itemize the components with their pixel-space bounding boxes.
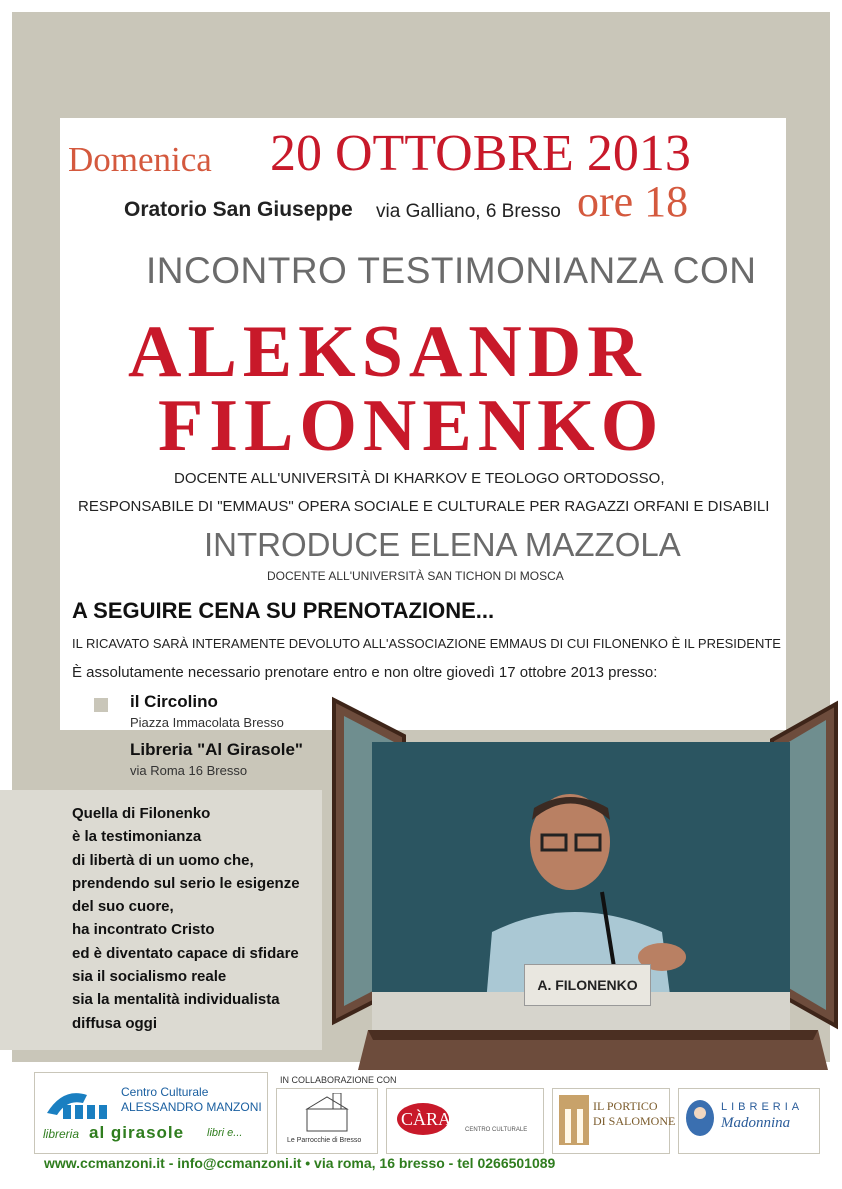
speaker-description-2: RESPONSABILE DI "EMMAUS" OPERA SOCIALE E CULTURALE PER RAGAZZI ORFANI E DISABILI — [78, 498, 770, 515]
quote-line: diffusa oggi — [72, 1014, 157, 1032]
location-1-address: Piazza Immacolata Bresso — [130, 715, 284, 730]
madonna-icon — [685, 1099, 715, 1137]
speaker-last-name: FILONENKO — [158, 385, 665, 467]
manzoni-line-1: Centro Culturale — [121, 1085, 209, 1099]
portico-icon — [559, 1095, 589, 1145]
proceeds-note: IL RICAVATO SARÀ INTERAMENTE DEVOLUTO ALL'ASSOCIAZIONE EMMAUS DI CUI FILONENKO È IL PRESIDENTE — [72, 636, 781, 651]
collaboration-label: IN COLLABORAZIONE CON — [280, 1075, 397, 1085]
bullet-icon — [94, 746, 108, 760]
bullet-icon — [94, 698, 108, 712]
madonnina-line-1: LIBRERIA — [721, 1101, 804, 1113]
quote-line: del suo cuore, — [72, 898, 174, 916]
portico-line-2: DI SALOMONE — [593, 1114, 676, 1128]
contact-line: www.ccmanzoni.it - info@ccmanzoni.it • via roma, 16 bresso - tel 0266501089 — [44, 1155, 556, 1171]
quote-block — [72, 802, 300, 1035]
event-date: 20 OTTOBRE 2013 — [270, 125, 691, 182]
parrocchie-logo — [276, 1088, 378, 1154]
portico-logo — [552, 1088, 676, 1154]
speaker-first-name: ALEKSANDR — [128, 311, 647, 393]
event-time: ore 18 — [577, 177, 689, 226]
quote-line: prendendo sul serio le esigenze — [72, 874, 300, 892]
madonnina-logo — [678, 1088, 820, 1154]
intro-line: INCONTRO TESTIMONIANZA CON — [146, 250, 757, 291]
location-1-name: il Circolino — [130, 692, 218, 711]
quote-line: di libertà di un uomo che, — [72, 851, 254, 869]
girasole-line-2: al girasole — [89, 1123, 185, 1142]
madonnina-line-2: Madonnina — [721, 1115, 791, 1131]
location-2-name: Libreria "Al Girasole" — [130, 740, 303, 759]
location-2-address: via Roma 16 Bresso — [130, 763, 248, 778]
quote-line: Quella di Filonenko — [72, 805, 211, 822]
window-sill — [358, 1028, 828, 1072]
quote-line: sia la mentalità individualista — [72, 991, 280, 1009]
manzoni-logo-icon — [43, 1081, 113, 1121]
speaker-nameplate: A. FILONENKO — [524, 964, 651, 1006]
girasole-line-3: libri e... — [207, 1127, 243, 1139]
quote-line: ha incontrato Cristo — [72, 921, 215, 939]
dinner-heading: A SEGUIRE CENA SU PRENOTAZIONE... — [72, 598, 495, 623]
manzoni-logo — [34, 1072, 268, 1154]
quote-line: è la testimonianza — [72, 828, 202, 846]
speaker-description-1: DOCENTE ALL'UNIVERSITÀ DI KHARKOV E TEOLOGO ORTODOSSO, — [174, 470, 665, 487]
carabelta-name: CÀRABELTÀ — [401, 1109, 508, 1129]
church-icon — [299, 1093, 355, 1133]
speaker-photo — [372, 742, 790, 1050]
carabelta-sub: CENTRO CULTURALE — [465, 1127, 528, 1133]
carabelta-logo — [386, 1088, 544, 1154]
event-day: Domenica — [68, 140, 212, 179]
introducer: INTRODUCE ELENA MAZZOLA — [204, 526, 681, 563]
introducer-description: DOCENTE ALL'UNIVERSITÀ SAN TICHON DI MOSCA — [267, 569, 564, 583]
portico-line-1: IL PORTICO — [593, 1099, 658, 1113]
quote-line: sia il socialismo reale — [72, 968, 227, 986]
venue-name: Oratorio San Giuseppe — [124, 198, 353, 221]
parrocchie-label: Le Parrocchie di Bresso — [287, 1137, 362, 1144]
quote-line: ed è diventato capace di sfidare — [72, 944, 299, 962]
manzoni-line-2: ALESSANDRO MANZONI — [121, 1100, 262, 1114]
girasole-line-1: libreria — [43, 1127, 80, 1141]
venue-address: via Galliano, 6 Bresso — [376, 201, 561, 222]
booking-note: È assolutamente necessario prenotare entro e non oltre giovedì 17 ottobre 2013 presso: — [72, 664, 658, 681]
